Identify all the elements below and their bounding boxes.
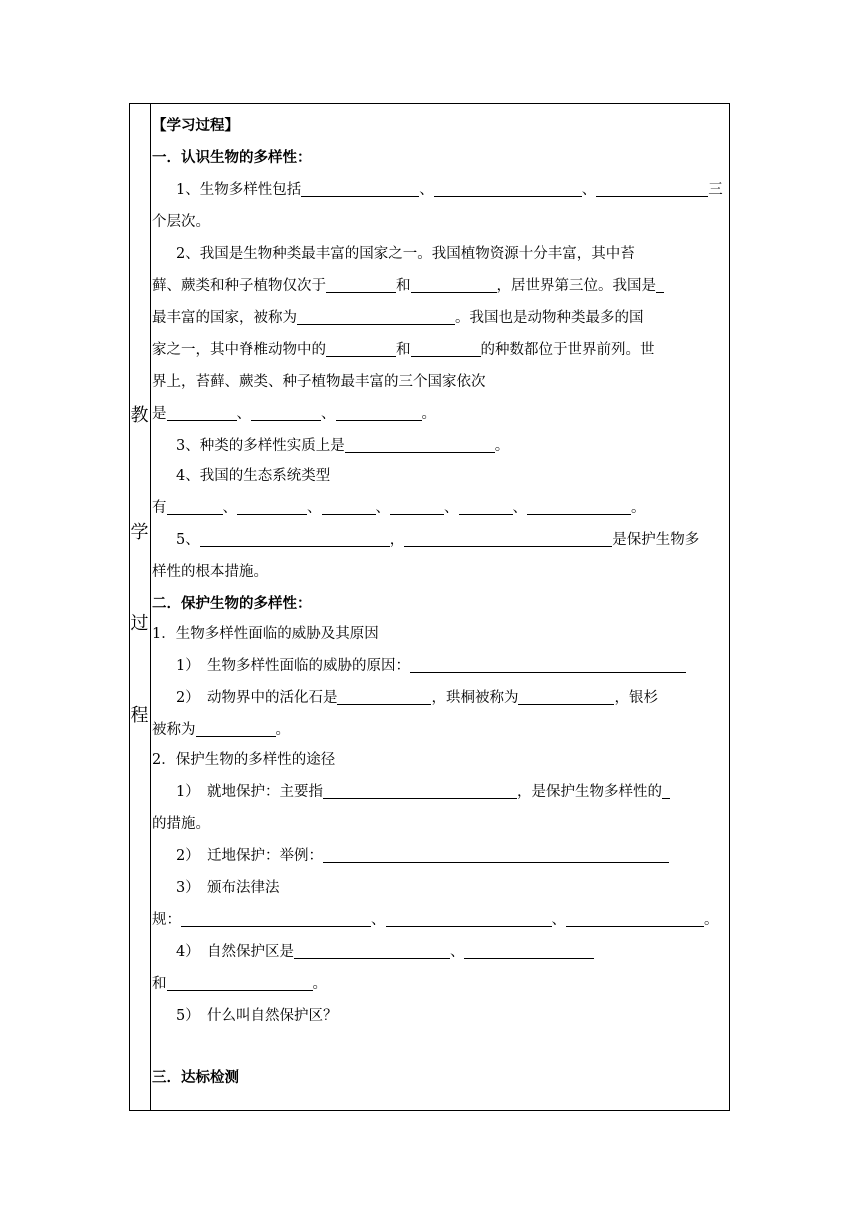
item-2-2-4-cont: 和 。: [152, 976, 327, 992]
blank[interactable]: [167, 974, 313, 991]
item-2-2-1-cont: 的措施。: [152, 816, 210, 832]
blank[interactable]: [411, 276, 497, 293]
blank[interactable]: [251, 404, 321, 421]
section-header: 【学习过程】: [152, 117, 239, 134]
blank[interactable]: [200, 530, 390, 547]
item-2-2-5: 5） 什么叫自然保护区？: [176, 1008, 338, 1024]
item-3: 3、种类的多样性实质上是 。: [176, 438, 510, 454]
blank[interactable]: [527, 498, 631, 515]
blank[interactable]: [411, 340, 481, 357]
item-2-2-4: 4） 自然保护区是 、: [176, 942, 594, 962]
item-2-line-5: 界上，苔藓、蕨类、种子植物最丰富的三个国家依次: [152, 374, 486, 390]
item-2-line-1: 2、我国是生物种类最丰富的国家之一。我国植物资源十分丰富，其中苔: [176, 246, 635, 262]
blank[interactable]: [390, 498, 444, 515]
blank[interactable]: [518, 688, 614, 705]
blank[interactable]: [596, 180, 708, 197]
item-1-line-2: 个层次。: [152, 214, 210, 230]
blank[interactable]: [323, 846, 669, 863]
section-3-title: 三．达标检测: [152, 1069, 239, 1086]
item-5-line-1: 5、 ， 是保护生物多: [176, 532, 700, 548]
blank[interactable]: [326, 340, 396, 357]
item-4-line-1: 4、我国的生态系统类型: [176, 468, 331, 484]
blank[interactable]: [167, 404, 237, 421]
column-divider: [150, 103, 151, 1111]
item-2-1-2-cont: 被称为 。: [152, 722, 290, 738]
blank[interactable]: [337, 688, 431, 705]
item-2-1-2: 2） 动物界中的活化石是 ，珙桐被称为 ，银杉: [176, 690, 658, 706]
blank[interactable]: [181, 910, 371, 927]
item-2-line-2: 藓、蕨类和种子植物仅次于 和 ，居世界第三位。我国是: [152, 276, 664, 296]
blank[interactable]: [566, 910, 704, 927]
section-1-title: 一．认识生物的多样性：: [152, 149, 312, 166]
sidebar-char-2: 学: [130, 522, 149, 543]
item-1-line-1: 1、生物多样性包括 、 、 三: [176, 182, 723, 198]
blank[interactable]: [196, 720, 276, 737]
blank[interactable]: [410, 656, 686, 673]
blank[interactable]: [323, 782, 517, 799]
item-5-line-2: 样性的根本措施。: [152, 564, 268, 580]
blank[interactable]: [294, 942, 450, 959]
item-2-2-2: 2） 迁地保护：举例：: [176, 846, 669, 866]
item-2-2-3-cont: 规： 、 、 。: [152, 912, 719, 928]
item-2-line-3: 最丰富的国家，被称为 。我国也是动物种类最多的国: [152, 310, 644, 326]
blank[interactable]: [459, 498, 513, 515]
blank[interactable]: [404, 530, 612, 547]
blank[interactable]: [656, 276, 664, 293]
blank[interactable]: [662, 782, 670, 799]
item-2-line-6: 是 、 、 。: [152, 406, 436, 422]
section-2-title: 二．保护生物的多样性：: [152, 595, 312, 612]
blank[interactable]: [326, 276, 396, 293]
item-2-1-1: 1） 生物多样性面临的威胁的原因：: [176, 656, 686, 676]
sidebar-char-4: 程: [130, 705, 149, 726]
blank[interactable]: [336, 404, 422, 421]
blank[interactable]: [464, 942, 594, 959]
sidebar-char-3: 过: [130, 613, 149, 634]
item-4-line-2: 有 、 、 、 、 、 。: [152, 500, 646, 516]
blank[interactable]: [167, 498, 223, 515]
subsection-2-1: 1．生物多样性面临的威胁及其原因: [152, 626, 379, 642]
blank[interactable]: [301, 180, 419, 197]
blank[interactable]: [322, 498, 376, 515]
subsection-2-2: 2．保护生物的多样性的途径: [152, 752, 336, 768]
blank[interactable]: [345, 436, 495, 453]
blank[interactable]: [297, 308, 455, 325]
item-2-2-3: 3） 颁布法律法: [176, 880, 280, 896]
sidebar-char-1: 教: [130, 405, 149, 426]
item-2-line-4: 家之一，其中脊椎动物中的 和 的种数都位于世界前列。世: [152, 342, 655, 358]
item-2-2-1: 1） 就地保护：主要指 ，是保护生物多样性的: [176, 782, 670, 802]
blank[interactable]: [237, 498, 307, 515]
blank[interactable]: [386, 910, 552, 927]
blank[interactable]: [434, 180, 582, 197]
